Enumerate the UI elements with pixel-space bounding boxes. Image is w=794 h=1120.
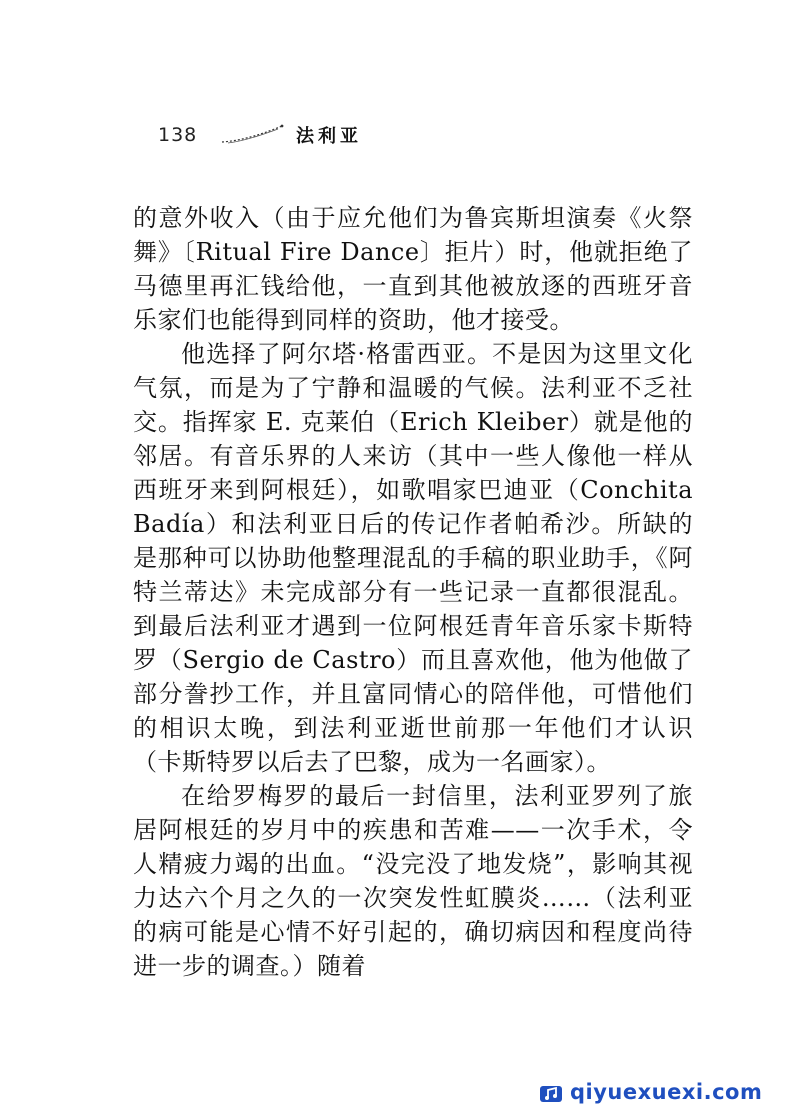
running-title: 法利亚 (296, 126, 362, 147)
page-number: 138 (158, 124, 198, 146)
music-note-icon (538, 1082, 566, 1106)
header-ornament-icon (218, 122, 288, 146)
site-watermark (538, 1080, 778, 1110)
body-text (133, 201, 693, 983)
page-header (138, 120, 438, 154)
paragraph: 的意外收入（由于应允他们为鲁宾斯坦演奏《火祭舞》〔Ritual Fire Dance〕拒片）时，他就拒绝了马德里再汇钱给他，一直到其他被放逐的西班牙音乐家们也能得到同样的资助，他才接受。 (133, 204, 693, 334)
paragraph: 他选择了阿尔塔·格雷西亚。不是因为这里文化气氛，而是为了宁静和温暖的气候。法利亚不乏社交。指挥家 E. 克莱伯（Erich Kleiber）就是他的邻居。有音乐界的人来访（其中一些人像他一样从西班牙来到阿根廷），如歌唱家巴迪亚（Conchita Badía）和法利亚日后的传记作者帕希沙。所缺的是那种可以协助他整理混乱的手稿的职业助手，《阿特兰蒂达》未完成部分有一些记录一直都很混乱。到最后法利亚才遇到一位阿根廷青年音乐家卡斯特罗（Sergio de Castro）而且喜欢他，他为他做了部分誊抄工作，并且富同情心的陪伴他，可惜他们的相识太晚，到法利亚逝世前那一年他们才认识（卡斯特罗以后去了巴黎，成为一名画家）。 (133, 340, 693, 776)
paragraph: 在给罗梅罗的最后一封信里，法利亚罗列了旅居阿根廷的岁月中的疾患和苦难——一次手术，令人精疲力竭的出血。“没完没了地发烧”，影响其视力达六个月之久的一次突发性虹膜炎……（法利亚的病可能是心情不好引起的，确切病因和程度尚待进一步的调查。）随着 (133, 782, 693, 980)
watermark-text: qiyuexuexi.com (570, 1080, 763, 1104)
